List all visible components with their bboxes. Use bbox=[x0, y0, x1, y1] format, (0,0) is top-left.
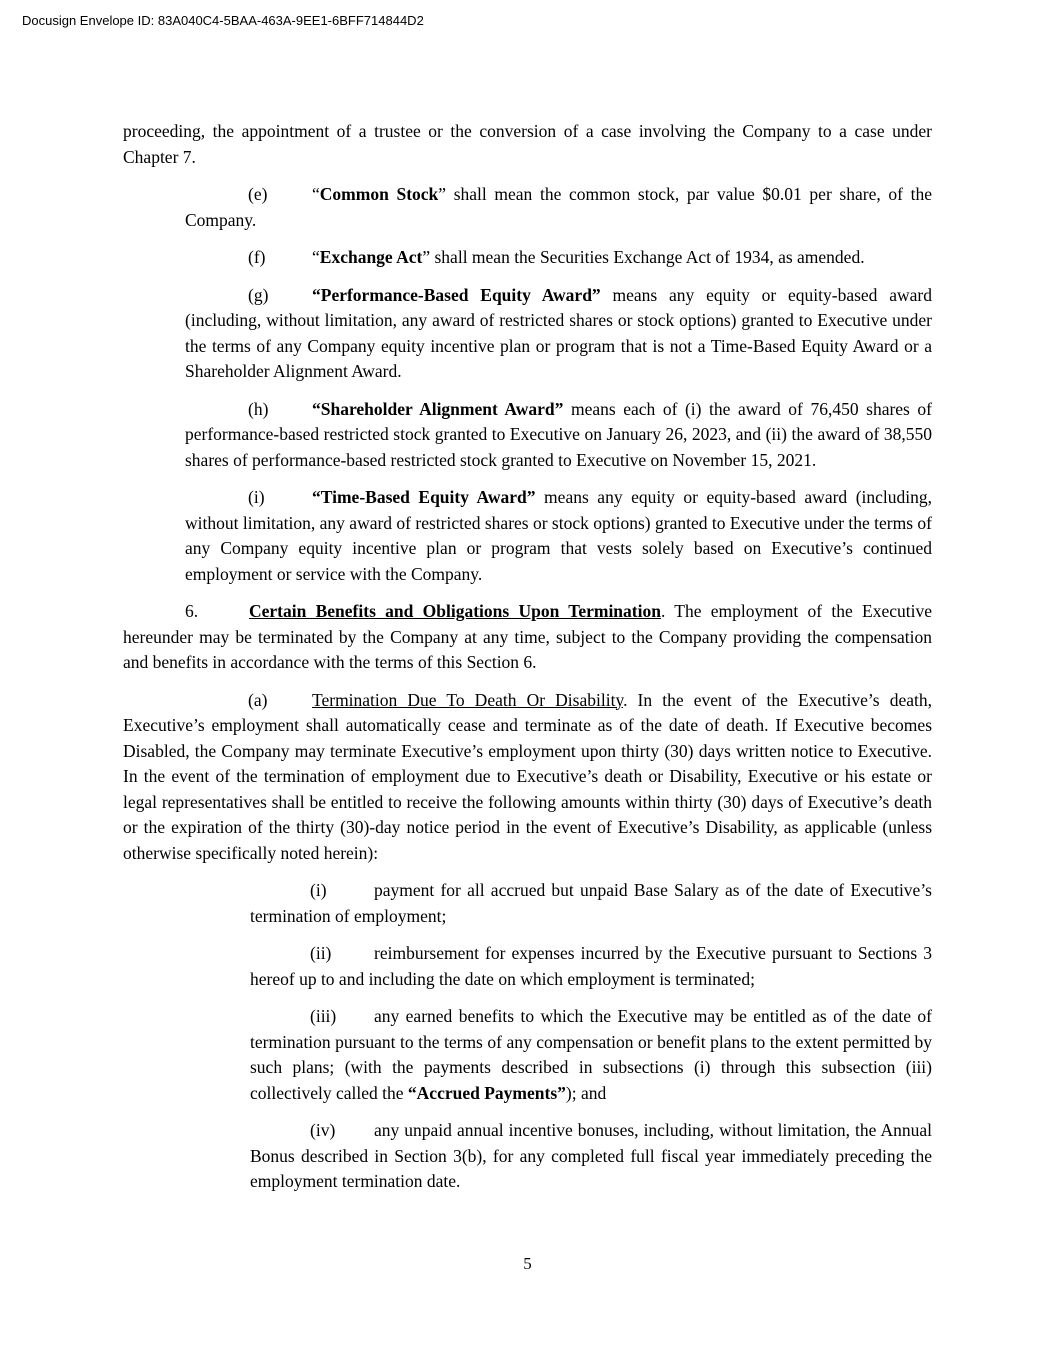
text-run: payment for all accrued but unpaid Base Salary as of the date of Executive’s termination of employment; bbox=[250, 880, 932, 926]
paragraph bbox=[185, 182, 932, 233]
paragraph-label: (iii) bbox=[310, 1006, 337, 1026]
paragraph-label: (ii) bbox=[310, 943, 332, 963]
text-run: ” shall mean the Securities Exchange Act of 1934, as amended. bbox=[422, 247, 865, 267]
text-run: Termination Due To Death Or Disability bbox=[312, 689, 624, 710]
paragraph-label: (h) bbox=[248, 398, 269, 419]
paragraph-label: (g) bbox=[248, 284, 269, 305]
text-run: means any equity or equity-based award (including, without limitation, any award of restricted shares or stock options) granted to Executive under the terms of any Company equity incentive plan or program that is not a Time-Based Equity Award or a Shareholder Alignment Award. bbox=[185, 284, 932, 381]
paragraph-label: (i) bbox=[248, 487, 265, 507]
text-run: Common Stock bbox=[319, 184, 439, 204]
text-run: reimbursement for expenses incurred by the Executive pursuant to Sections 3 hereof up to and including the date on which employment is terminated; bbox=[250, 943, 932, 989]
paragraph bbox=[185, 245, 932, 271]
text-run: . In the event of the Executive’s death, Executive’s employment shall automatically cease and terminate as of the date of death. If Executive becomes Disabled, the Company may terminate Executive’s employment upon thirty (30) days written notice to Executive. In the event of the termination of employment due to Executive’s death or Disability, Executive or his estate or legal representatives shall be entitled to receive the following amounts within thirty (30) days of Executive’s death or the expiration of the thirty (30)-day notice period in the event of Executive’s Disability, as applicable (unless otherwise specifically noted herein): bbox=[123, 689, 932, 863]
text-run: ” shall mean the common stock, par value $0.01 per share, of the Company. bbox=[185, 184, 932, 230]
text-run: “ bbox=[312, 247, 320, 267]
paragraph bbox=[250, 878, 932, 929]
text-run: proceeding, the appointment of a trustee or the conversion of a case involving the Company to a case under Chapter 7. bbox=[123, 121, 932, 167]
paragraph bbox=[250, 1004, 932, 1106]
text-run: . The employment of the Executive hereunder may be terminated by the Company at any time, subject to the Company providing the compensation and benefits in accordance with the terms of this Section 6. bbox=[123, 601, 932, 672]
paragraph-label: 6. bbox=[185, 601, 199, 621]
text-run: “Performance-Based Equity Award” bbox=[312, 284, 601, 305]
page-number: 5 bbox=[523, 1254, 532, 1273]
text-run: means any equity or equity-based award (including, without limitation, any award of restricted shares or stock options) granted to Executive under the terms of any Company equity incentive plan or program that vests solely based on Executive’s continued employment or service with the Company. bbox=[185, 487, 933, 584]
paragraph bbox=[185, 397, 932, 474]
paragraph-label: (e) bbox=[248, 184, 268, 204]
paragraph bbox=[185, 283, 932, 385]
text-run: any earned benefits to which the Executive may be entitled as of the date of termination pursuant to the terms of any compensation or benefit plans to the extent permitted by such plans; (with the payments described in subsections (i) through this subsection (iii) collectively called the bbox=[250, 1006, 932, 1103]
text-run: Exchange Act bbox=[319, 247, 423, 267]
paragraph bbox=[250, 1118, 932, 1195]
paragraph-label: (a) bbox=[248, 689, 268, 710]
text-run: ); and bbox=[565, 1082, 607, 1103]
text-run: “Time-Based Equity Award” bbox=[312, 487, 536, 507]
paragraph-label: (f) bbox=[248, 247, 266, 267]
paragraph bbox=[123, 599, 932, 676]
text-run: Certain Benefits and Obligations Upon Termination bbox=[249, 601, 661, 621]
paragraph-label: (iv) bbox=[310, 1120, 336, 1140]
text-run: means each of (i) the award of 76,450 shares of performance-based restricted stock granted to Executive on January 26, 2023, and (ii) the award of 38,550 shares of performance-based restricted stock granted to Executive on November 15, 2021. bbox=[185, 398, 933, 470]
paragraph bbox=[123, 119, 932, 170]
paragraph bbox=[250, 941, 932, 992]
text-run: “Accrued Payments” bbox=[407, 1082, 566, 1103]
paragraph bbox=[123, 688, 932, 867]
document-body bbox=[123, 119, 932, 1207]
text-run: any unpaid annual incentive bonuses, including, without limitation, the Annual Bonus described in Section 3(b), for any completed full fiscal year immediately preceding the employment termination date. bbox=[250, 1120, 932, 1191]
text-run: “ bbox=[312, 184, 320, 204]
text-run: “Shareholder Alignment Award” bbox=[312, 398, 564, 419]
paragraph bbox=[185, 485, 932, 587]
docusign-envelope-id: Docusign Envelope ID: 83A040C4-5BAA-463A-9EE1-6BFF714844D2 bbox=[22, 13, 424, 28]
paragraph-label: (i) bbox=[310, 880, 327, 900]
